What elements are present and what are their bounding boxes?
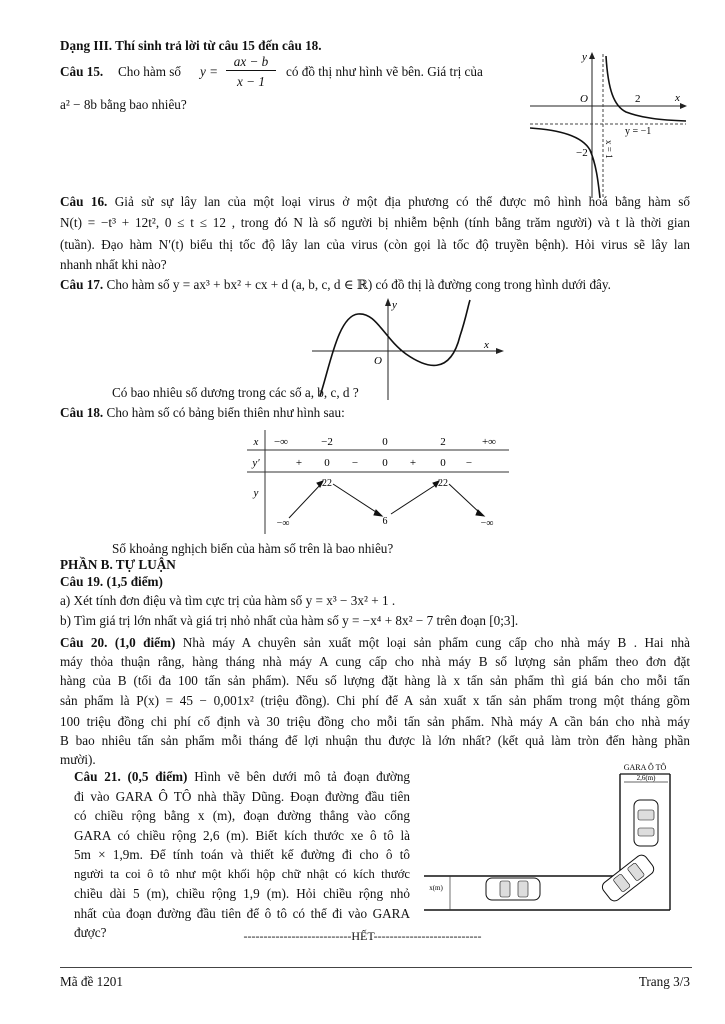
- vt-x-value: −2: [321, 436, 333, 448]
- vt-sign: +: [295, 457, 303, 469]
- vt-x-value: +∞: [481, 436, 497, 448]
- variation-table: [247, 430, 509, 534]
- q16-line1: [60, 193, 690, 211]
- partB-title: PHẦN B. TỰ LUẬN: [60, 557, 176, 572]
- q17-y-label: y: [392, 299, 397, 311]
- q20-line2: máy thỏa thuận rằng, hàng tháng nhà máy A cung cấp cho nhà máy B số lượng sản phẩm theo đơn đặt: [60, 654, 690, 669]
- vt-sign: −: [351, 457, 359, 469]
- vt-sign: −: [465, 457, 473, 469]
- vt-x-value: 2: [440, 436, 446, 448]
- q19-label: Câu 19. (1,5 điểm): [60, 574, 163, 589]
- q21-line7: chiều dài 5 (m), chiều rộng 1,9 (m). Hỏi chiều rộng nhỏ: [74, 886, 410, 901]
- question-15: [60, 54, 520, 94]
- q15-x-tick: 2: [635, 93, 641, 105]
- q21-text: [74, 767, 410, 943]
- vt-dy-label: y′: [252, 457, 260, 469]
- q15-x-label: x: [675, 92, 680, 104]
- vt-x-value: 0: [382, 436, 388, 448]
- vt-y-value: 6: [382, 516, 388, 527]
- footer-divider: [60, 967, 692, 968]
- vt-sign: 0: [440, 457, 446, 469]
- q17-origin: O: [374, 355, 382, 367]
- q15-y-tick: −2: [576, 147, 588, 159]
- q15-asym-v-label: x = 1: [604, 140, 614, 159]
- q16-label: Câu 16.: [60, 194, 108, 209]
- q15-func-lhs: y =: [200, 64, 219, 79]
- q20-text1: Nhà máy A chuyên sản xuất một loại sản phẩm cung cấp cho nhà máy B . Hai nhà: [182, 635, 691, 650]
- q15-curve-right: [606, 56, 686, 121]
- q18-question: Số khoảng nghịch biến của hàm số trên là bao nhiêu?: [112, 541, 394, 556]
- q15-curve-left: [530, 128, 600, 198]
- q15-text-b: có đồ thị như hình vẽ bên. Giá trị của: [286, 64, 483, 79]
- q15-text-a: Cho hàm số: [118, 64, 182, 79]
- q17-curve: [320, 300, 470, 396]
- q15-origin: O: [580, 93, 588, 105]
- q17-line: [60, 276, 690, 294]
- q15-text-c: a² − 8b bằng bao nhiêu?: [60, 97, 187, 112]
- q15-func-num: ax − b: [226, 54, 276, 71]
- q15-asym-h-label: y = −1: [625, 126, 652, 137]
- q15-x-arrow: [680, 103, 687, 109]
- q21-label: Câu 21. (0,5 điểm): [74, 769, 188, 784]
- q17-text: Cho hàm số y = ax³ + bx² + cx + d (a, b, c, d ∈ ℝ) có đồ thị là đường cong trong hình dưới đây.: [106, 277, 611, 292]
- q20-line1: [60, 634, 690, 652]
- q21-line4: GARA có chiều rộng 2,6 (m). Biết kích thước xe ô tô là: [74, 827, 410, 843]
- q17-x-label: x: [484, 339, 489, 351]
- q21-line1: [74, 767, 410, 787]
- vt-sign: +: [409, 457, 417, 469]
- q16-line4: nhanh nhất khi nào?: [60, 257, 167, 272]
- q20-line3: hàng của B (tối đa 100 tấn sản phẩm). Nếu số lượng đặt hàng là x tấn sản phẩm thì giá bán cho mỗi tấn: [60, 673, 690, 688]
- garage-figure: [420, 760, 692, 916]
- q20-line5: 100 triệu đồng chi phí cố định và 30 triệu đồng cho mỗi tấn sản phẩm. Nhà máy A cần bán cho nhà máy: [60, 714, 690, 729]
- q15-y-arrow: [589, 52, 595, 59]
- q20-label: Câu 20. (1,0 điểm): [60, 635, 176, 650]
- vt-sign: 0: [324, 457, 330, 469]
- end-mark: ---------------------------HẾT---------------------------: [243, 929, 482, 943]
- garage-label: GARA Ô TÔ: [623, 763, 667, 772]
- vt-y-value: 22: [322, 478, 332, 489]
- q21-line6: người ta coi ô tô như một khối hộp chữ nhật có kích thước: [74, 866, 410, 881]
- q15-label: Câu 15.: [60, 64, 104, 79]
- q16-text1: Giả sử sự lây lan của một loại virus ở một địa phương có thể được mô hình hoá bằng hàm số: [114, 194, 690, 209]
- q21-line8: nhất của đoạn đường đầu tiên để ô tô có thể đi vào GARA: [74, 905, 410, 921]
- q18-text: Cho hàm số có bảng biến thiên như hình sau:: [106, 405, 345, 420]
- q18-label: Câu 18.: [60, 405, 104, 420]
- q21-line9: được?: [74, 925, 107, 940]
- vt-y-value: −∞: [480, 518, 494, 529]
- vt-y-label: y: [253, 487, 259, 499]
- q17-label: Câu 17.: [60, 277, 104, 292]
- q15-y-label: y: [582, 51, 587, 63]
- car-turning: [600, 853, 656, 904]
- road-width-label: x(m): [429, 884, 443, 892]
- q21-line2: đi vào GARA Ô TÔ nhà thầy Dũng. Đoạn đường đầu tiên: [74, 788, 410, 804]
- footer-code: Mã đề 1201: [60, 974, 123, 989]
- footer-page: Trang 3/3: [638, 974, 690, 989]
- vt-y-value: 22: [438, 478, 448, 489]
- section-title: Dạng III. Thí sinh trả lời từ câu 15 đến câu 18.: [60, 38, 322, 53]
- q16-line3: (tuần). Đạo hàm N′(t) biểu thị tốc độ lây lan của virus (còn gọi là tốc độ truyền bệnh). Hỏi virus sẽ lây lan: [60, 237, 690, 252]
- car-bottom: [486, 878, 540, 900]
- q17-x-arrow: [496, 348, 504, 354]
- q20-line4: sản phẩm là P(x) = 45 − 0,001x² (triệu đồng). Chi phí để A sản xuất x tấn sản phẩm trong một tháng gồm: [60, 693, 690, 708]
- car-top: [634, 800, 658, 846]
- vt-arrows: [289, 481, 484, 518]
- gate-width-label: 2,6(m): [636, 774, 656, 782]
- q17-y-arrow: [385, 298, 391, 306]
- q15-graph: [530, 50, 688, 200]
- q15-func-den: x − 1: [237, 74, 265, 89]
- vt-y-value: −∞: [276, 518, 290, 529]
- q21-line3: có chiều rộng bằng x (m), đoạn đường thẳng vào cổng: [74, 808, 410, 823]
- q20-line7: mười).: [60, 752, 96, 767]
- vt-x-label: x: [253, 436, 259, 448]
- q17-question: Có bao nhiêu số dương trong các số a, b, c, d ?: [112, 385, 359, 400]
- vt-x-value: −∞: [273, 436, 289, 448]
- q16-line2: N(t) = −t³ + 12t², 0 ≤ t ≤ 12 , trong đó N là số người bị nhiễm bệnh (tính bằng trăm người) và t là thời gian: [60, 215, 690, 230]
- q21-text1: Hình vẽ bên dưới mô tả đoạn đường: [194, 769, 411, 784]
- q19-b: b) Tìm giá trị lớn nhất và giá trị nhỏ nhất của hàm số y = −x⁴ + 8x² − 7 trên đoạn [0;3].: [60, 613, 519, 628]
- q19-a: a) Xét tính đơn điệu và tìm cực trị của hàm số y = x³ − 3x² + 1 .: [60, 593, 396, 608]
- vt-sign: 0: [382, 457, 388, 469]
- q21-line5: 5m × 1,9m. Để tính toán và thiết kế đường đi cho ô tô: [74, 847, 410, 862]
- q20-line6: B bao nhiêu tấn sản phẩm mỗi tháng để lợi nhuận thu được là lớn nhất? (kết quả làm tròn đến hàng phần: [60, 733, 690, 748]
- q18-line: [60, 404, 690, 422]
